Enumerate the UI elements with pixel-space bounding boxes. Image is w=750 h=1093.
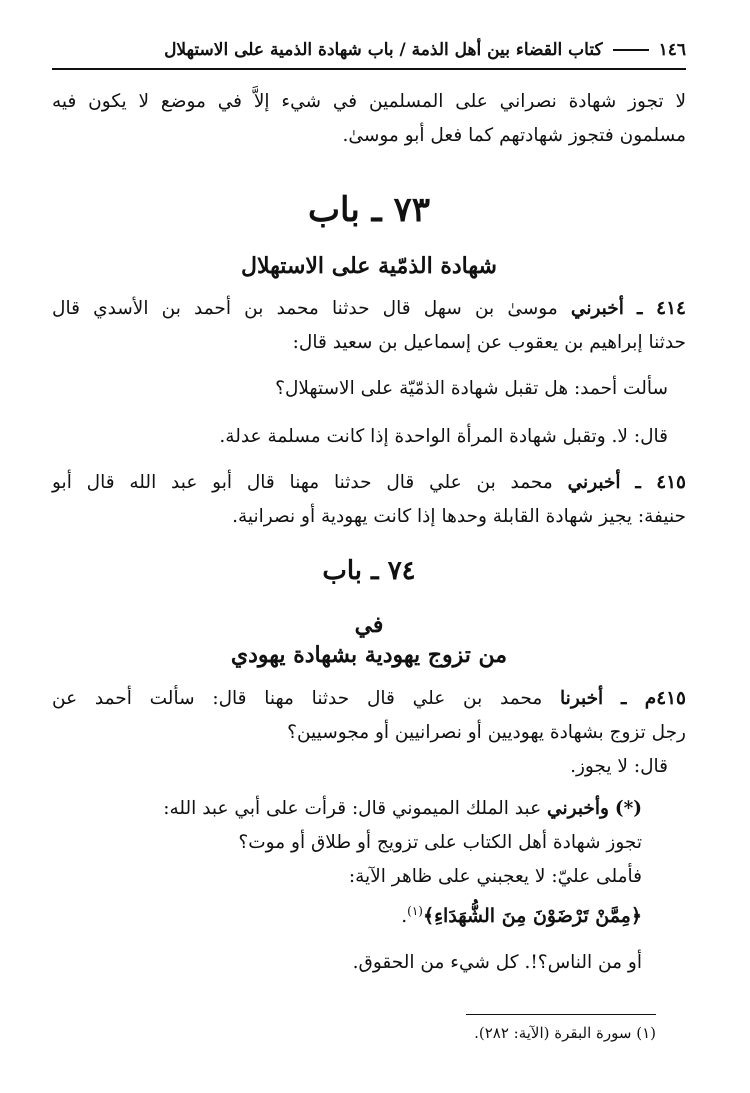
narration-415m	[52, 682, 686, 784]
asterisk-marker: (*)	[614, 798, 642, 819]
chapter-73-heading: ٧٣ ـ باب	[308, 190, 430, 230]
page-number: ١٤٦	[658, 40, 686, 60]
narration-415m-line-1	[52, 682, 686, 716]
narration-415-line-2: حنيفة: يجيز شهادة القابلة وحدها إذا كانت يهودية أو نصرانية.	[232, 506, 686, 527]
chapter-73-subheading: شهادة الذمّية على الاستهلال	[241, 253, 497, 279]
narration-lead: أخبرني	[570, 298, 624, 319]
header-rule	[52, 68, 686, 70]
narration-text: محمد بن علي قال حدثنا مهنا قال: سألت أحمد عن	[52, 688, 543, 709]
maymuni-narration	[52, 792, 686, 980]
running-header	[52, 36, 686, 64]
chapter-74-subheading-1: في	[354, 612, 384, 638]
maymuni-line-5: أو من الناس؟!. كل شيء من الحقوق.	[352, 952, 642, 974]
running-title: كتاب القضاء بين أهل الذمة / باب شهادة الذمية على الاستهلال	[164, 40, 603, 60]
narration-414	[52, 292, 686, 360]
narration-414-line-2: حدثنا إبراهيم بن يعقوب عن إسماعيل بن سعيد قال:	[292, 332, 686, 353]
narration-number: ٤١٥ ـ	[635, 472, 686, 493]
footnote-rule	[466, 1014, 656, 1015]
maymuni-line-1	[52, 792, 642, 826]
footnote-ref: (١)	[407, 904, 423, 918]
footnote: (١) سورة البقرة (الآية: ٢٨٢).	[474, 1024, 656, 1042]
narration-lead: وأخبرني	[547, 798, 609, 819]
narration-414-answer	[52, 420, 686, 454]
narration-number: ٤١٥م ـ	[620, 688, 686, 709]
narration-414-question	[52, 372, 686, 406]
narration-415m-line-3: قال: لا يجوز.	[570, 756, 668, 777]
answer-line: قال: لا. وتقبل شهادة المرأة الواحدة إذا كانت مسلمة عدلة.	[219, 426, 668, 447]
narration-lead: أخبرني	[567, 472, 621, 493]
narration-415	[52, 466, 686, 534]
narration-number: ٤١٤ ـ	[637, 298, 686, 319]
chapter-74-subheading-2: من تزوج يهودية بشهادة يهودي	[230, 642, 508, 668]
intro-line-2: مسلمون فتجوز شهادتهم كما فعل أبو موسىٰ.	[342, 125, 686, 146]
narration-414-line-1	[52, 292, 686, 326]
narration-text: عبد الملك الميموني قال: قرأت على أبي عبد الله:	[163, 798, 542, 819]
narration-text: محمد بن علي قال حدثنا مهنا قال أبو عبد الله قال أبو	[52, 472, 553, 493]
narration-415-line-1	[52, 466, 686, 500]
narration-text: موسىٰ بن سهل قال حدثنا محمد بن أحمد بن الأسدي قال	[52, 298, 558, 319]
maymuni-line-2: تجوز شهادة أهل الكتاب على تزويج أو طلاق أو موت؟	[238, 832, 642, 853]
chapter-74-heading: ٧٤ ـ باب	[322, 556, 416, 586]
intro-paragraph	[52, 85, 686, 153]
maymuni-line-3: فأملى عليّ: لا يعجبني على ظاهر الآية:	[348, 866, 642, 887]
narration-415m-line-2: رجل تزوج بشهادة يهوديين أو نصرانيين أو مجوسيين؟	[287, 722, 686, 743]
quran-verse: ﴿مِمَّنْ تَرْضَوْنَ مِنَ الشُّهَدَاءِ﴾	[422, 905, 642, 928]
quran-verse-line: ﴿مِمَّنْ تَرْضَوْنَ مِنَ الشُّهَدَاءِ﴾$^{(١)}$.	[401, 904, 642, 928]
narration-lead: أخبرنا	[560, 688, 604, 709]
question-line: سألت أحمد: هل تقبل شهادة الذمّيّة على الاستهلال؟	[275, 378, 668, 399]
intro-line-1: لا تجوز شهادة نصراني على المسلمين في شيء إلاَّ في موضع لا يكون فيه	[52, 91, 686, 112]
header-dash	[613, 49, 649, 51]
